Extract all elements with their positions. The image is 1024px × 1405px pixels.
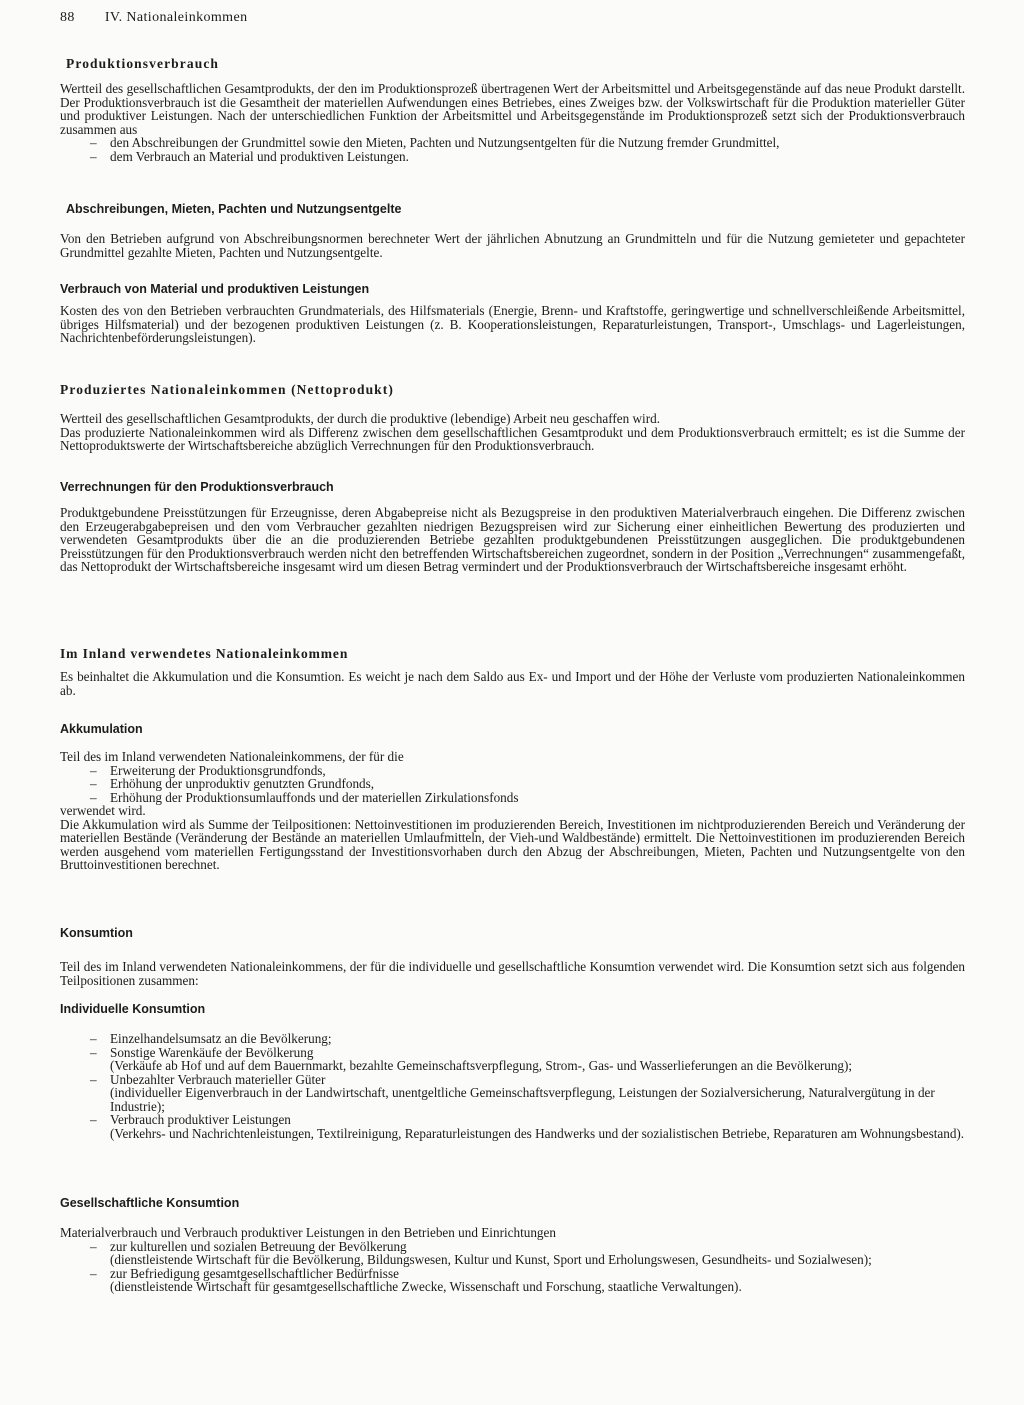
section-body	[60, 960, 965, 987]
list-item	[90, 1240, 965, 1267]
paragraph: Teil des im Inland verwendeten Nationaleinkommens, der für die	[60, 749, 404, 764]
item-note: (individueller Eigenverbrauch in der Landwirtschaft, unentgeltliche Gemeinschaftsverpflegung, Leistungen der Sozialversicherung, Naturalvergütung in der Industrie);	[110, 1085, 935, 1114]
section-body	[60, 232, 965, 259]
paragraph: Wertteil des gesellschaftlichen Gesamtprodukts, der durch die produktive (lebendige) Arbeit neu geschaffen wird.	[60, 411, 660, 426]
paragraph: Wertteil des gesellschaftlichen Gesamtprodukts, der den im Produktionsprozeß übertragenen Wert der Arbeitsmittel und Arbeitsgegenstände auf das neue Produkt darstellt. Der Produktionsverbrauch ist die Gesamtheit der materiellen Aufwendungen eines Betriebes, eines Zweiges bzw. der Volkswirtschaft für die Produktion materieller Güter und produktiver Leistungen. Nach der unterschiedlichen Funktion der Arbeitsmittel und Arbeitsgegenstände im Produktionsprozeß setzt sich der Produktionsverbrauch zusammen aus	[60, 81, 965, 137]
subsection-title: Verrechnungen für den Produktionsverbrauch	[60, 480, 334, 494]
list-item: – Erhöhung der Produktionsumlauffonds und der materiellen Zirkulationsfonds	[90, 791, 965, 805]
section-akkumulation	[60, 722, 965, 736]
list-item: – Erweiterung der Produktionsgrundfonds,	[90, 764, 965, 778]
section-body	[60, 412, 965, 453]
paragraph: Produktgebundene Preisstützungen für Erzeugnisse, deren Abgabepreise nicht als Bezugspreise in den produktiven Materialverbrauch eingehen. Die Differenz zwischen den Erzeugerabgabepreisen und den vom Verbraucher gezahlten niedrigen Bezugspreisen wird zur Sicherung einer einheitlichen Bewertung des produzierten und verwendeten Gesamtprodukts über die an die produzierenden Betriebe gezahlten produktgebundenen Preisstützungen ausgeglichen. Die produktgebundenen Preisstützungen für den Produktionsverbrauch werden nicht den betreffenden Wirtschaftsbereichen zugeordnet, sondern in der Position „Verrechnungen“ zusammengefaßt, das Nettoprodukt der Wirtschaftsbereiche insgesamt wird um diesen Betrag vermindert und der Produktionsverbrauch der Wirtschaftsbereiche insgesamt erhöht.	[60, 505, 965, 574]
section-produktionsverbrauch	[60, 56, 965, 72]
list-item	[90, 1113, 965, 1140]
subsection-title: Konsumtion	[60, 926, 133, 940]
list-item: – den Abschreibungen der Grundmittel sowie den Mieten, Pachten und Nutzungsentgelten für die Nutzung fremder Grundmittel,	[90, 136, 965, 150]
paragraph: verwendet wird.	[60, 803, 146, 818]
section-body	[60, 1226, 965, 1294]
list-item: – Erhöhung der unproduktiv genutzten Grundfonds,	[90, 777, 965, 791]
list-item	[90, 1046, 965, 1073]
bullet-list	[72, 1032, 965, 1140]
section-body	[60, 82, 965, 163]
paragraph: Die Akkumulation wird als Summe der Teilpositionen: Nettoinvestitionen im produzierenden Bereich, Investitionen im nichtproduzierenden Bereich und Veränderung der materiellen Bestände (Veränderung der Bestände an materiellen Umlaufmitteln, der Vieh-und Waldbestände) ermittelt. Die Nettoinvestitionen im produzierenden Bereich werden ausgehend vom materiellen Fertigungsstand der Investitionsvorhaben durch den Abzug der Abschreibungen, Mieten, Pachten und Nutzungsentgelte von den Bruttoinvestitionen berechnet.	[60, 816, 965, 872]
item-label: zur kulturellen und sozialen Betreuung der Bevölkerung	[110, 1238, 407, 1254]
item-label: Unbezahlter Verbrauch materieller Güter	[110, 1071, 326, 1087]
item-label: zur Befriedigung gesamtgesellschaftlicher Bedürfnisse	[110, 1265, 399, 1281]
list-item	[90, 1032, 965, 1046]
section-body	[60, 304, 965, 345]
item-note: (dienstleistende Wirtschaft für die Bevölkerung, Bildungswesen, Kultur und Kunst, Sport und Erholungswesen, Gesundheits- und Sozialwesen);	[110, 1252, 872, 1267]
subsection-title: Akkumulation	[60, 722, 143, 736]
subsection-title: Gesellschaftliche Konsumtion	[60, 1196, 240, 1210]
bullet-list	[72, 764, 965, 805]
subsection-title: Abschreibungen, Mieten, Pachten und Nutzungsentgelte	[66, 202, 402, 216]
section-body	[60, 1032, 965, 1140]
item-note: (dienstleistende Wirtschaft für gesamtgesellschaftliche Zwecke, Wissenschaft und Forschung, staatliche Verwaltungen).	[110, 1279, 742, 1294]
paragraph: Das produzierte Nationaleinkommen wird als Differenz zwischen dem gesellschaftlichen Gesamtprodukt und dem Produktionsverbrauch ermittelt; es ist die Summe der Nettoproduktswerte der Wirtschaftsbereiche abzüglich Verrechnungen für den Produktionsverbrauch.	[60, 424, 965, 453]
section-abschreibungen	[60, 202, 965, 216]
section-verbrauch-material	[60, 282, 965, 296]
subsection-title: Verbrauch von Material und produktiven Leistungen	[60, 282, 370, 296]
item-note: (Verkäufe ab Hof und auf dem Bauernmarkt, bezahlte Gemeinschaftsverpflegung, Strom-, Gas- und Wasserlieferungen an die Bevölkerung);	[110, 1058, 853, 1073]
list-item: – dem Verbrauch an Material und produktiven Leistungen.	[90, 150, 965, 164]
section-title: Im Inland verwendetes Nationaleinkommen	[60, 646, 349, 661]
list-item	[90, 1073, 965, 1114]
section-inland-verwendet	[60, 646, 965, 662]
page-number: 88	[60, 10, 75, 25]
section-body	[60, 670, 965, 697]
section-title: Produktionsverbrauch	[66, 56, 220, 71]
bullet-list	[72, 1240, 965, 1294]
bullet-list	[72, 136, 965, 163]
item-label: Verbrauch produktiver Leistungen	[110, 1112, 291, 1127]
section-individuelle-konsumtion	[60, 1002, 965, 1016]
paragraph: Von den Betrieben aufgrund von Abschreibungsnormen berechneter Wert der jährlichen Abnutzung an Grundmitteln und für die Nutzung gemieteter und gepachteter Grundmittel gezahlte Mieten, Pachten und Nutzungsentgelte.	[60, 231, 965, 260]
section-body	[60, 750, 965, 872]
section-produziertes-nationaleinkommen	[60, 382, 965, 398]
section-title: Produziertes Nationaleinkommen (Nettoprodukt)	[60, 382, 394, 397]
section-body	[60, 506, 965, 574]
section-konsumtion	[60, 926, 965, 940]
chapter-title: IV. Nationaleinkommen	[104, 10, 248, 25]
paragraph: Materialverbrauch und Verbrauch produktiver Leistungen in den Betrieben und Einrichtungen	[60, 1225, 556, 1240]
section-verrechnungen	[60, 480, 965, 494]
item-label: Einzelhandelsumsatz an die Bevölkerung;	[110, 1031, 332, 1046]
item-note: (Verkehrs- und Nachrichtenleistungen, Textilreinigung, Reparaturleistungen des Handwerks und der sozialistischen Betriebe, Reparaturen am Wohnungsbestand).	[110, 1125, 965, 1141]
section-gesellschaftliche-konsumtion	[60, 1196, 965, 1210]
paragraph: Es beinhaltet die Akkumulation und die Konsumtion. Es weicht je nach dem Saldo aus Ex- und Import und der Höhe der Verluste vom produzierten Nationaleinkommen ab.	[60, 669, 965, 698]
subsection-title: Individuelle Konsumtion	[60, 1002, 206, 1016]
running-head	[60, 10, 965, 26]
paragraph: Kosten des von den Betrieben verbrauchten Grundmaterials, des Hilfsmaterials (Energie, Brenn- und Kraftstoffe, geringwertige und schnellverschleißende Arbeitsmittel, übriges Hilfsmaterial) und der bezogenen produktiven Leistungen (z. B. Kooperationsleistungen, Reparaturleistungen, Transport-, Umschlags- und Lagerleistungen, Nachrichtenbeförderungsleistungen).	[60, 303, 965, 345]
list-item	[90, 1267, 965, 1294]
paragraph: Teil des im Inland verwendeten Nationaleinkommens, der für die individuelle und gesellschaftliche Konsumtion verwendet wird. Die Konsumtion setzt sich aus folgenden Teilpositionen zusammen:	[60, 959, 965, 988]
item-label: Sonstige Warenkäufe der Bevölkerung	[110, 1044, 314, 1060]
